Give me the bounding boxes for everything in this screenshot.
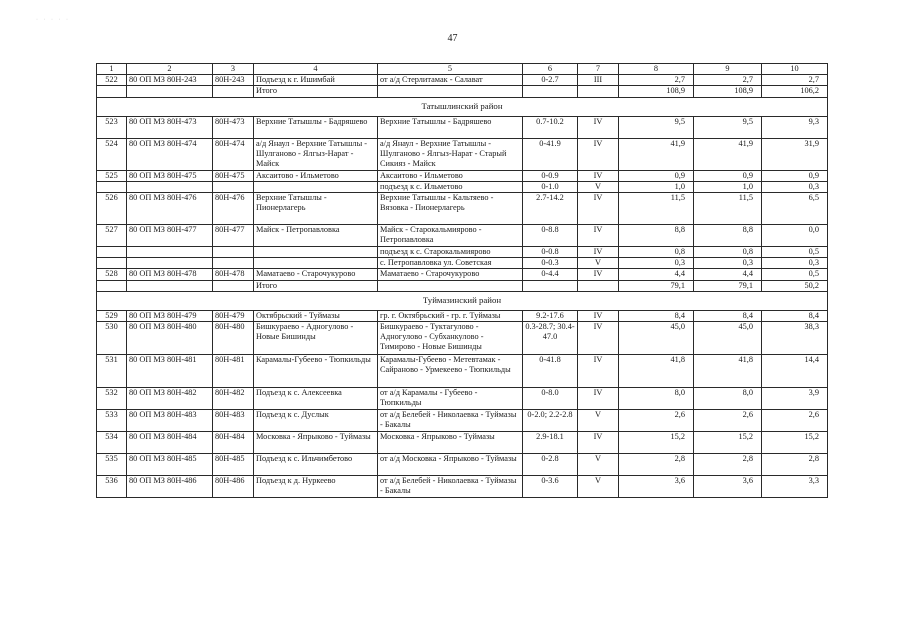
table-cell: от а/д Стерлитамак - Салават <box>378 75 523 86</box>
table-cell: 108,9 <box>619 86 694 97</box>
table-cell: 0-0.9 <box>523 170 578 181</box>
table-cell <box>378 280 523 291</box>
table-cell: 1,0 <box>694 181 762 192</box>
table-cell: 9,5 <box>694 116 762 138</box>
table-cell: IV <box>578 432 619 454</box>
table-cell <box>254 258 378 269</box>
table-cell: 50,2 <box>762 280 828 291</box>
table-cell: подъезд к с. Старокальмиярово <box>378 247 523 258</box>
table-cell: Итого <box>254 86 378 97</box>
table-row <box>97 181 828 192</box>
table-cell: Московка - Япрыково - Туймазы <box>254 432 378 454</box>
table-cell: 11,5 <box>619 193 694 225</box>
header-cell: 3 <box>213 64 254 75</box>
table-cell: 2.7-14.2 <box>523 193 578 225</box>
table-cell: 530 <box>97 322 127 355</box>
table-cell: 11,5 <box>694 193 762 225</box>
table-cell: IV <box>578 247 619 258</box>
table-cell: 15,2 <box>762 432 828 454</box>
table-cell <box>213 280 254 291</box>
table-cell: 536 <box>97 476 127 498</box>
table-cell: IV <box>578 225 619 247</box>
table-cell: 0,3 <box>762 181 828 192</box>
table-cell: 45,0 <box>694 322 762 355</box>
table-cell: 2,6 <box>762 410 828 432</box>
table-cell: 80Н-481 <box>213 355 254 388</box>
table-cell: от а/д Карамалы - Губеево - Тюпкильды <box>378 388 523 410</box>
table-row <box>97 86 828 97</box>
table-cell: IV <box>578 269 619 280</box>
table-cell: 45,0 <box>619 322 694 355</box>
table-cell: 8,8 <box>694 225 762 247</box>
table-cell: Верхние Татышлы - Бадряшево <box>254 116 378 138</box>
table-cell: 80 ОП МЗ 80Н-474 <box>127 138 213 170</box>
table-header-row <box>97 64 828 75</box>
table-cell: 0-2.8 <box>523 454 578 476</box>
table-cell: 79,1 <box>619 280 694 291</box>
table-cell: 8,4 <box>762 310 828 321</box>
table-row <box>97 75 828 86</box>
table-cell <box>97 181 127 192</box>
table-cell: 1,0 <box>619 181 694 192</box>
table-cell: 80 ОП МЗ 80Н-477 <box>127 225 213 247</box>
table-cell: V <box>578 410 619 432</box>
table-cell: 3,6 <box>619 476 694 498</box>
table-cell: 41,8 <box>619 355 694 388</box>
table-cell: а/д Янаул - Верхние Татышлы - Шулганово - Ялгыз-Нарат - Старый Сикияз - Майск <box>378 138 523 170</box>
table-cell: 522 <box>97 75 127 86</box>
table-cell <box>127 181 213 192</box>
table-row <box>97 388 828 410</box>
table-cell: IV <box>578 116 619 138</box>
table-cell: 527 <box>97 225 127 247</box>
table-cell: 0-2.0; 2.2-2.8 <box>523 410 578 432</box>
table-cell: от а/д Московка - Япрыково - Туймазы <box>378 454 523 476</box>
table-cell <box>523 86 578 97</box>
table-cell: 80 ОП МЗ 80Н-473 <box>127 116 213 138</box>
table-cell: 0,5 <box>762 247 828 258</box>
table-cell: 2,7 <box>762 75 828 86</box>
table-cell: 0-4.4 <box>523 269 578 280</box>
table-cell: 80Н-483 <box>213 410 254 432</box>
table-cell <box>578 86 619 97</box>
table-cell: 2,8 <box>762 454 828 476</box>
table-cell: IV <box>578 170 619 181</box>
region-heading-row <box>97 97 828 116</box>
table-cell <box>97 280 127 291</box>
table-cell: 2.9-18.1 <box>523 432 578 454</box>
table-cell <box>127 86 213 97</box>
table-cell: 0-8.0 <box>523 388 578 410</box>
table-cell: 80Н-480 <box>213 322 254 355</box>
header-cell: 8 <box>619 64 694 75</box>
table-cell: 80 ОП МЗ 80Н-483 <box>127 410 213 432</box>
table-cell: Маматаево - Старочукурово <box>378 269 523 280</box>
table-cell: 9.2-17.6 <box>523 310 578 321</box>
table-cell: 80Н-482 <box>213 388 254 410</box>
table-row <box>97 193 828 225</box>
table-cell: V <box>578 258 619 269</box>
table-cell: 526 <box>97 193 127 225</box>
table-cell: 2,6 <box>694 410 762 432</box>
table-cell: Верхние Татышлы - Бадряшево <box>378 116 523 138</box>
table-cell <box>523 280 578 291</box>
table-cell: 0,3 <box>694 258 762 269</box>
table-cell: 106,2 <box>762 86 828 97</box>
table-cell: Маматаево - Старочукурово <box>254 269 378 280</box>
table-cell: 6,5 <box>762 193 828 225</box>
table-cell: Аксаитово - Ильметово <box>254 170 378 181</box>
table-row <box>97 432 828 454</box>
table-cell: Бишкураево - Адногулово - Новые Бишинды <box>254 322 378 355</box>
table-cell: 80Н-486 <box>213 476 254 498</box>
table-cell <box>213 181 254 192</box>
table-cell: 532 <box>97 388 127 410</box>
table-cell: Карамалы-Губеево - Тюпкильды <box>254 355 378 388</box>
table-cell: 41,9 <box>694 138 762 170</box>
table-cell: 80 ОП МЗ 80Н-486 <box>127 476 213 498</box>
table-cell: 80 ОП МЗ 80Н-243 <box>127 75 213 86</box>
table-cell: 533 <box>97 410 127 432</box>
table-cell: 8,0 <box>694 388 762 410</box>
table-cell: 0,5 <box>762 269 828 280</box>
table-cell: 535 <box>97 454 127 476</box>
table-cell: 8,4 <box>619 310 694 321</box>
table-cell <box>127 280 213 291</box>
table-cell <box>127 247 213 258</box>
table-cell: 0.7-10.2 <box>523 116 578 138</box>
table-cell: 80Н-479 <box>213 310 254 321</box>
table-cell: Верхние Татышлы - Пионерлагерь <box>254 193 378 225</box>
table-cell <box>254 181 378 192</box>
table-row <box>97 247 828 258</box>
table-cell: 0,9 <box>762 170 828 181</box>
table-row <box>97 170 828 181</box>
table-cell <box>97 86 127 97</box>
table-cell: 2,8 <box>619 454 694 476</box>
table-cell: 0-1.0 <box>523 181 578 192</box>
header-cell: 2 <box>127 64 213 75</box>
table-cell: от а/д Белебей - Николаевка - Туймазы - Бакалы <box>378 410 523 432</box>
header-cell: 4 <box>254 64 378 75</box>
table-cell: 4,4 <box>619 269 694 280</box>
corner-marks: · · · · · <box>36 17 70 23</box>
table-cell: 2,7 <box>619 75 694 86</box>
table-cell: 0,3 <box>762 258 828 269</box>
table-row <box>97 116 828 138</box>
table-cell: IV <box>578 193 619 225</box>
table-cell: Бишкураево - Туктагулово - Адногулово - Субханкулово - Тимирово - Новые Бишинды <box>378 322 523 355</box>
table-cell: Подъезд к с. Алексеевка <box>254 388 378 410</box>
table-cell: от а/д Белебей - Николаевка - Туймазы - Бакалы <box>378 476 523 498</box>
table-cell: 528 <box>97 269 127 280</box>
table-cell: 15,2 <box>694 432 762 454</box>
table-cell: 2,7 <box>694 75 762 86</box>
table-cell: 0,9 <box>694 170 762 181</box>
table-cell: 80 ОП МЗ 80Н-481 <box>127 355 213 388</box>
table-cell: 80Н-243 <box>213 75 254 86</box>
table-cell: Итого <box>254 280 378 291</box>
table-cell: IV <box>578 355 619 388</box>
table-cell: Октябрьский - Туймазы <box>254 310 378 321</box>
table-cell <box>97 247 127 258</box>
table-row <box>97 476 828 498</box>
table-cell: 523 <box>97 116 127 138</box>
table-cell <box>213 247 254 258</box>
table-cell <box>127 258 213 269</box>
table-cell: 14,4 <box>762 355 828 388</box>
table-row <box>97 322 828 355</box>
table-cell: III <box>578 75 619 86</box>
roads-table <box>96 63 828 498</box>
table-cell: 31,9 <box>762 138 828 170</box>
table-cell: 9,5 <box>619 116 694 138</box>
table-cell: 9,3 <box>762 116 828 138</box>
table-cell: 80 ОП МЗ 80Н-484 <box>127 432 213 454</box>
header-cell: 1 <box>97 64 127 75</box>
table-cell: 524 <box>97 138 127 170</box>
table-cell: Подъезд к с. Ильчимбетово <box>254 454 378 476</box>
table-row <box>97 269 828 280</box>
table-cell: 0-0.3 <box>523 258 578 269</box>
table-row <box>97 258 828 269</box>
table-cell: 4,4 <box>694 269 762 280</box>
table-cell: 38,3 <box>762 322 828 355</box>
table-cell: 41,8 <box>694 355 762 388</box>
table-cell: 0.3-28.7; 30.4-47.0 <box>523 322 578 355</box>
table-cell: 80 ОП МЗ 80Н-480 <box>127 322 213 355</box>
table-cell: 3,3 <box>762 476 828 498</box>
table-cell: 79,1 <box>694 280 762 291</box>
table-cell: Подъезд к д. Нуркеево <box>254 476 378 498</box>
table-cell: 534 <box>97 432 127 454</box>
table-cell: 80Н-484 <box>213 432 254 454</box>
table-cell: 0-0.8 <box>523 247 578 258</box>
table-cell: 8,8 <box>619 225 694 247</box>
table-cell: 3,9 <box>762 388 828 410</box>
table-cell: 2,8 <box>694 454 762 476</box>
table-cell: 0-8.8 <box>523 225 578 247</box>
region-heading: Татышлинский район <box>97 97 828 116</box>
header-cell: 6 <box>523 64 578 75</box>
table-cell: 0-41.8 <box>523 355 578 388</box>
table-cell: 0-3.6 <box>523 476 578 498</box>
table-cell: 80 ОП МЗ 80Н-475 <box>127 170 213 181</box>
table-cell: 80 ОП МЗ 80Н-482 <box>127 388 213 410</box>
table-row <box>97 138 828 170</box>
header-cell: 9 <box>694 64 762 75</box>
table-cell: 41,9 <box>619 138 694 170</box>
table-cell: IV <box>578 310 619 321</box>
table-cell: Аксаитово - Ильметово <box>378 170 523 181</box>
table-row <box>97 225 828 247</box>
table-cell: Майск - Петропавловка <box>254 225 378 247</box>
table-cell: подъезд к с. Ильметово <box>378 181 523 192</box>
table-cell: 0,8 <box>619 247 694 258</box>
table-cell: 0-2.7 <box>523 75 578 86</box>
table-cell: 108,9 <box>694 86 762 97</box>
table-cell: 0,3 <box>619 258 694 269</box>
table-cell: 80Н-473 <box>213 116 254 138</box>
table-cell: 80 ОП МЗ 80Н-479 <box>127 310 213 321</box>
table-cell: 15,2 <box>619 432 694 454</box>
table-cell: Майск - Старокальмиярово - Петропавловка <box>378 225 523 247</box>
table-cell: гр. г. Октябрьский - гр. г. Туймазы <box>378 310 523 321</box>
table-cell: 80Н-475 <box>213 170 254 181</box>
table-cell: 80Н-478 <box>213 269 254 280</box>
table-cell: 80Н-474 <box>213 138 254 170</box>
header-cell: 10 <box>762 64 828 75</box>
table-cell: 0,9 <box>619 170 694 181</box>
table-cell: 529 <box>97 310 127 321</box>
region-heading-row <box>97 291 828 310</box>
table-cell <box>254 247 378 258</box>
table-cell: Подъезд к г. Ишимбай <box>254 75 378 86</box>
table-cell <box>213 86 254 97</box>
table-cell: V <box>578 454 619 476</box>
table-cell: 2,6 <box>619 410 694 432</box>
table-cell: Подъезд к с. Дуслык <box>254 410 378 432</box>
table-row <box>97 310 828 321</box>
table-row <box>97 280 828 291</box>
table-cell: 0,8 <box>694 247 762 258</box>
table-cell: Московка - Япрыково - Туймазы <box>378 432 523 454</box>
table-cell: IV <box>578 322 619 355</box>
table-cell <box>213 258 254 269</box>
table-cell: IV <box>578 388 619 410</box>
table-cell: 80Н-477 <box>213 225 254 247</box>
table-cell: 0,0 <box>762 225 828 247</box>
table-cell: 80 ОП МЗ 80Н-485 <box>127 454 213 476</box>
table-cell <box>578 280 619 291</box>
table-cell: 8,0 <box>619 388 694 410</box>
table-cell: 531 <box>97 355 127 388</box>
table-cell: 80Н-476 <box>213 193 254 225</box>
table-cell: 0-41.9 <box>523 138 578 170</box>
table-cell: Карамалы-Губеево - Метевтамак - Сайраново - Урмекеево - Тюпкильды <box>378 355 523 388</box>
table-row <box>97 355 828 388</box>
header-cell: 5 <box>378 64 523 75</box>
table-cell: 525 <box>97 170 127 181</box>
table-cell: V <box>578 181 619 192</box>
table-cell: 8,4 <box>694 310 762 321</box>
table-cell: 80Н-485 <box>213 454 254 476</box>
table-cell: 80 ОП МЗ 80Н-476 <box>127 193 213 225</box>
page-number: 47 <box>447 33 458 44</box>
table-cell <box>378 86 523 97</box>
region-heading: Туймазинский район <box>97 291 828 310</box>
table-cell <box>97 258 127 269</box>
table-cell: с. Петропавловка ул. Советская <box>378 258 523 269</box>
table-cell: Верхние Татышлы - Кальтяево - Вязовка - Пионерлагерь <box>378 193 523 225</box>
table-row <box>97 410 828 432</box>
table-cell: IV <box>578 138 619 170</box>
table-cell: 80 ОП МЗ 80Н-478 <box>127 269 213 280</box>
table-row <box>97 454 828 476</box>
table-cell: V <box>578 476 619 498</box>
table-cell: а/д Янаул - Верхние Татышлы - Шулганово - Ялгыз-Нарат - Майск <box>254 138 378 170</box>
table-cell: 3,6 <box>694 476 762 498</box>
header-cell: 7 <box>578 64 619 75</box>
